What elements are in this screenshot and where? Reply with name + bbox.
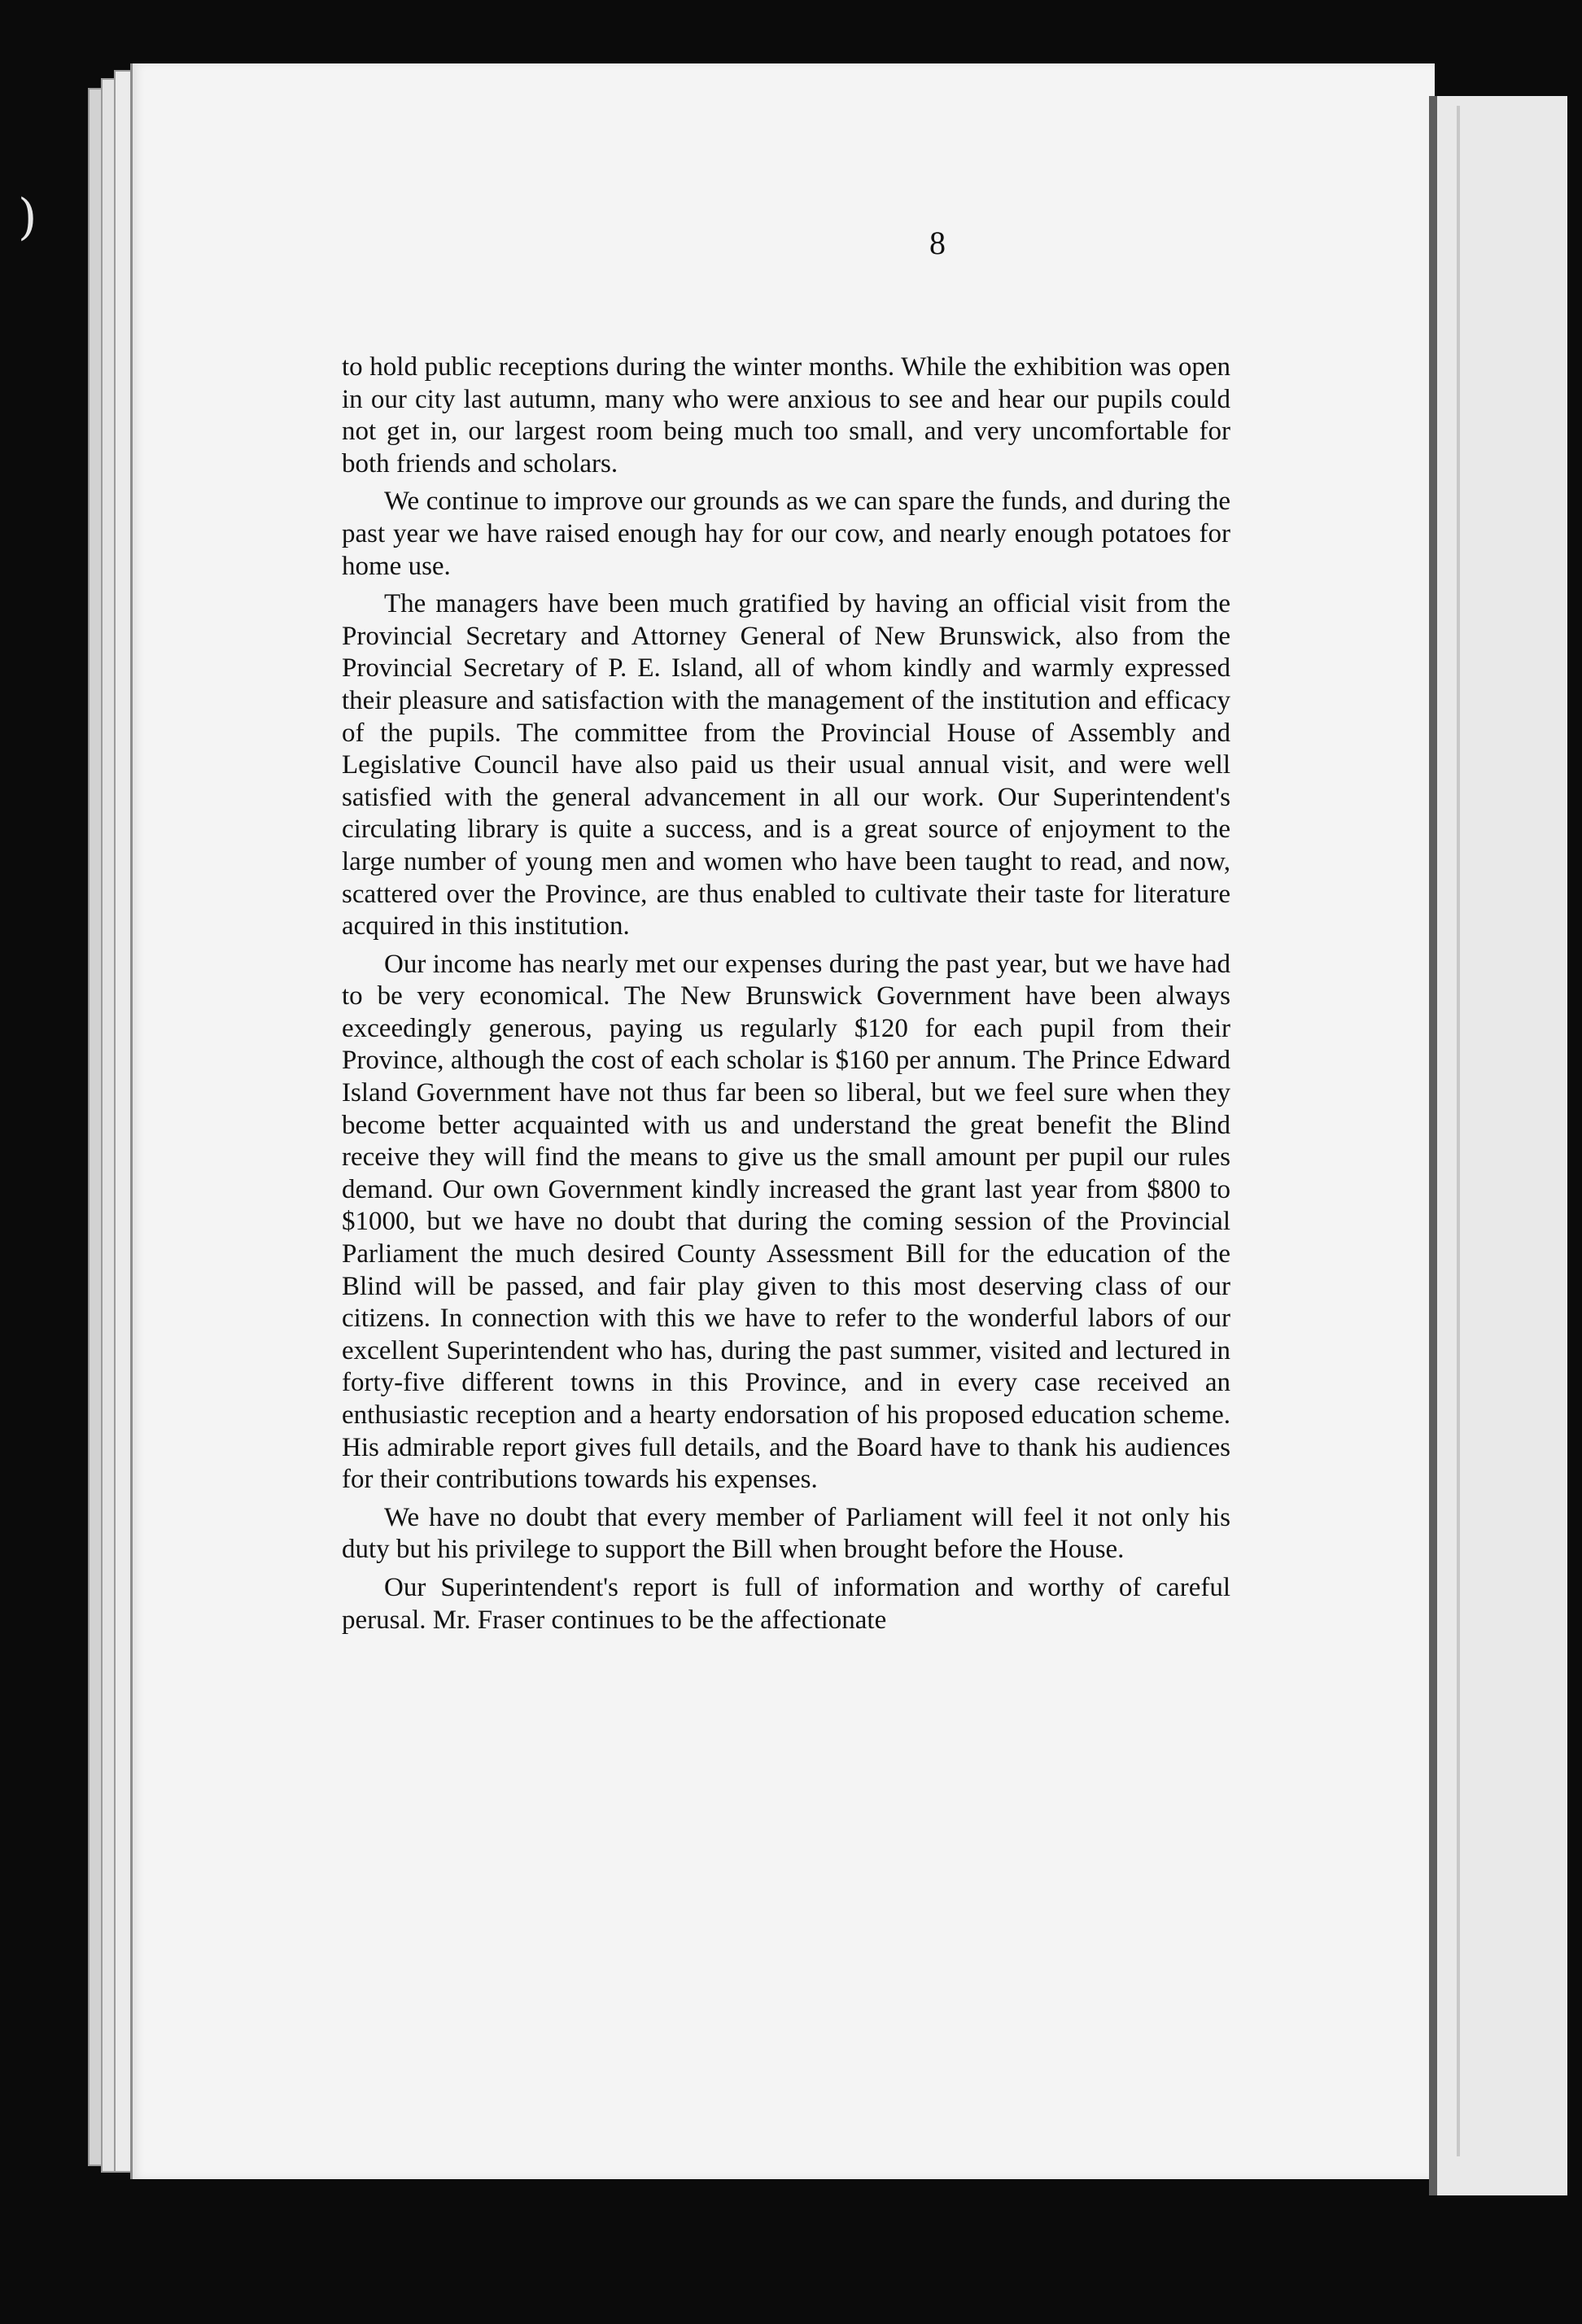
facing-page-line bbox=[1457, 106, 1460, 2156]
paragraph: Our Superintendent's report is full of information and worthy of careful perusal. Mr. Fraser continues to be the affectionate bbox=[342, 1572, 1230, 1635]
margin-mark: ) bbox=[18, 189, 37, 246]
page-number: 8 bbox=[929, 225, 946, 261]
paragraph: Our income has nearly met our expenses during the past year, but we have had to be very economical. The New Brunswick Government have been always exceedingly generous, paying us regularly $120 for each pupil from their Province, although the cost of each scholar is $160 per annum. The Prince Edward Island Government have not thus far been so liberal, but we feel sure when they become better acquainted with us and understand the great benefit the Blind receive they will find the means to give us the small amount per pupil our rules demand. Our own Government kindly increased the grant last year from $800 to $1000, but we have no doubt that during the coming session of the Provincial Parliament the much desired County Assessment Bill for the education of the Blind will be passed, and fair play given to this most deserving class of our citizens. In connection with this we have to refer to the wonderful labors of our excellent Superintendent who has, during the past summer, visited and lectured in forty-five different towns in this Province, and in every case received an enthusiastic reception and a hearty endorsation of his proposed education scheme. His admirable report gives full details, and the Board have to thank his audiences for their contributions towards his expenses. bbox=[342, 949, 1230, 1495]
paragraph: We have no doubt that every member of Parliament will feel it not only his duty but his privilege to support the Bill when brought before the House. bbox=[342, 1502, 1230, 1565]
body-text bbox=[342, 352, 1230, 1642]
paragraph: to hold public receptions during the winter months. While the exhibition was open in our city last autumn, many who were anxious to see and hear our pupils could not get in, our largest room being much too small, and very uncomfortable for both friends and scholars. bbox=[342, 352, 1230, 478]
facing-page bbox=[1429, 96, 1567, 2195]
paragraph: The managers have been much gratified by having an official visit from the Provincial Secretary and Attorney General of New Brunswick, also from the Provincial Secretary of P. E. Island, all of whom kindly and warmly expressed their pleasure and satisfaction with the management of the institution and efficacy of the pupils. The committee from the Provincial House of Assembly and Legislative Council have also paid us their usual annual visit, and were well satisfied with the general advancement in all our work. Our Superintendent's circulating library is quite a success, and is a great source of enjoyment to the large number of young men and women who have been taught to read, and now, scattered over the Province, are thus enabled to cultivate their taste for literature acquired in this institution. bbox=[342, 589, 1230, 941]
paragraph: We continue to improve our grounds as we can spare the funds, and during the past year we have raised enough hay for our cow, and nearly enough potatoes for home use. bbox=[342, 487, 1230, 581]
